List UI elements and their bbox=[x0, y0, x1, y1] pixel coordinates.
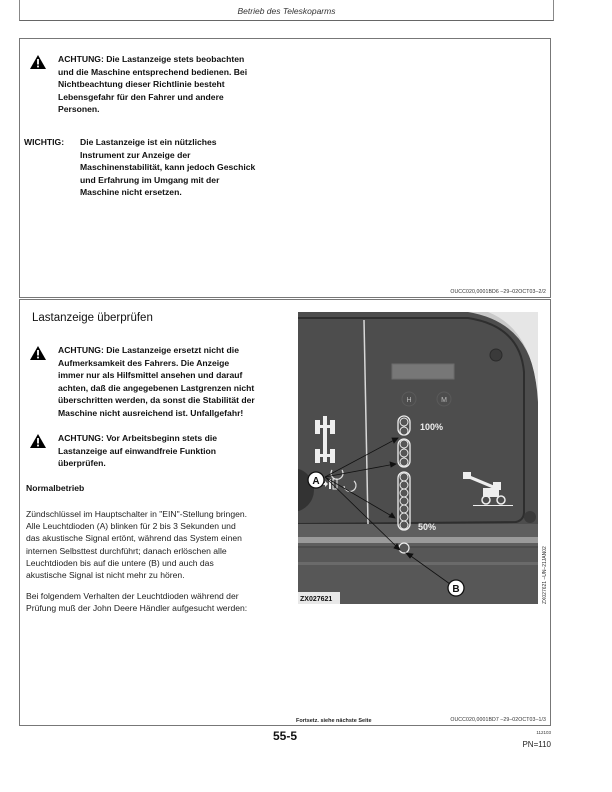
text-line: ACHTUNG: Vor Arbeitsbeginn stets die bbox=[58, 433, 217, 443]
text-line: Maschinenstabilität, kann jedoch Geschick bbox=[80, 162, 256, 172]
led bbox=[400, 449, 408, 457]
text-line: immer nur als Hilfsmittel ansehen und darauf bbox=[58, 370, 243, 380]
led bbox=[400, 505, 408, 513]
pn-number: PN=110 bbox=[522, 740, 551, 749]
text-line: Lastanzeige auf einwandfreie Funktion bbox=[58, 445, 217, 456]
subheading: Normalbetrieb bbox=[26, 483, 85, 493]
continued-note: Fortsetz. siehe nächste Seite bbox=[296, 718, 372, 724]
label-50-percent: 50% bbox=[418, 522, 437, 532]
button-h-label: H bbox=[406, 397, 412, 404]
paragraph-dealer-note bbox=[26, 590, 247, 614]
warning-triangle-icon bbox=[30, 434, 46, 448]
text-line: Bei folgendem Verhalten der Leuchtdioden während der bbox=[26, 591, 239, 601]
warning-block bbox=[30, 53, 247, 116]
led bbox=[400, 427, 408, 435]
callout-a-label: A bbox=[312, 476, 320, 487]
warning-triangle-icon bbox=[30, 55, 46, 69]
page-number: 55-5 bbox=[273, 729, 298, 743]
paragraph-normal-operation bbox=[26, 508, 247, 581]
text-line: internen Selbsttest durchführt; danach erlöschen alle bbox=[26, 545, 227, 556]
text-line: Personen. bbox=[58, 104, 100, 114]
text-line: Prüfung muß der John Deere Händler aufgesucht werden: bbox=[26, 603, 248, 614]
text-line: Aufmerksamkeit des Fahrers. Die Anzeige bbox=[58, 357, 230, 368]
image-id-label: ZX027621 bbox=[300, 596, 333, 603]
warning-triangle-icon bbox=[30, 346, 46, 360]
led bbox=[400, 521, 408, 529]
reference-code: OUCC020,0001BD6 –29–02OCT03–2/2 bbox=[450, 289, 546, 295]
warning-text bbox=[58, 344, 255, 419]
text-line: Maschine nicht ersetzen. bbox=[80, 187, 182, 197]
text-line: Leuchtdioden bis auf die untere (B) und auch das bbox=[26, 557, 214, 568]
running-header bbox=[19, 0, 554, 21]
reference-code: OUCC020,0001BD7 –29–02OCT03–1/3 bbox=[450, 717, 546, 723]
callout-b-label: B bbox=[452, 584, 460, 595]
warning-block bbox=[30, 432, 217, 470]
text-line: ACHTUNG: Die Lastanzeige stets beobachten bbox=[58, 54, 245, 64]
warning-text bbox=[58, 53, 247, 116]
running-header-title: Betrieb des Teleskoparms bbox=[237, 6, 336, 16]
text-line: Die Lastanzeige ist ein nützliches bbox=[80, 137, 217, 147]
text-line: überprüfen. bbox=[58, 458, 106, 468]
important-label: WICHTIG: bbox=[24, 137, 65, 147]
text-line: Maschine nicht ausreichend ist. Unfallgefahr! bbox=[58, 407, 244, 418]
led bbox=[400, 497, 408, 505]
important-note bbox=[24, 136, 255, 199]
text-line: Nichtbeachtung dieser Richtlinie besteht bbox=[58, 79, 225, 89]
led bbox=[400, 513, 408, 521]
led bbox=[400, 489, 408, 497]
text-line: und die Maschine entsprechend bedienen. Bei bbox=[58, 66, 248, 77]
warning-text bbox=[58, 432, 217, 470]
section-title: Lastanzeige überprüfen bbox=[32, 312, 153, 324]
load-indicator-check-box bbox=[19, 299, 551, 726]
text-line: Zündschlüssel im Hauptschalter in "EIN"-Stellung bringen. bbox=[26, 509, 248, 519]
button-m-label: M bbox=[441, 397, 447, 404]
safety-box bbox=[19, 38, 551, 298]
led bbox=[400, 481, 408, 489]
text-line: achten, daß die angegebenen Lastgrenzen nicht bbox=[58, 382, 255, 393]
load-indicator-photo bbox=[298, 312, 538, 604]
led bbox=[400, 458, 408, 466]
text-line: akustische Signal ist nicht mehr zu hören. bbox=[26, 570, 185, 581]
led-bottom bbox=[399, 543, 409, 553]
led bbox=[400, 418, 408, 426]
text-line: Instrument zur Anzeige der bbox=[80, 149, 191, 160]
text-line: das akustische Signal ertönt, während das System einen bbox=[26, 533, 242, 544]
led bbox=[400, 473, 408, 481]
led bbox=[400, 440, 408, 448]
warning-block bbox=[30, 344, 255, 419]
important-text bbox=[80, 136, 255, 199]
text-line: Alle Leuchtdioden (A) blinken für 2 bis 3 Sekunden und bbox=[26, 521, 236, 532]
print-code: 112103 bbox=[536, 730, 551, 735]
side-image-code: ZX027621 –UN–21JAN02 bbox=[542, 546, 548, 604]
label-100-percent: 100% bbox=[420, 422, 444, 432]
text-line: überschritten werden, da sonst die Stabilität der bbox=[58, 395, 255, 405]
text-line: und Erfahrung im Umgang mit der bbox=[80, 174, 220, 185]
text-line: ACHTUNG: Die Lastanzeige ersetzt nicht die bbox=[58, 345, 239, 355]
text-line: Lebensgefahr für den Fahrer und andere bbox=[58, 91, 224, 102]
